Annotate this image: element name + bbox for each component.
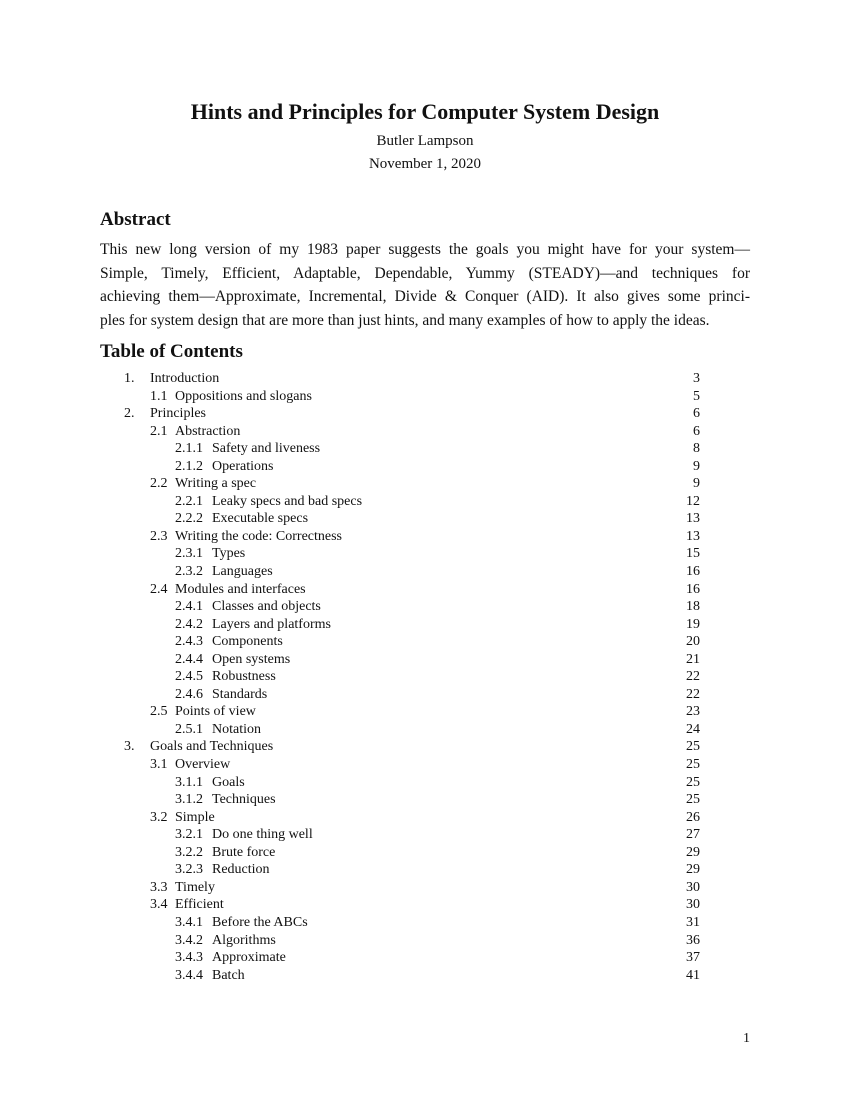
toc-entry[interactable] xyxy=(0,598,850,616)
toc-entry-number: 3.4.2 xyxy=(175,932,203,948)
toc-entry-page: 30 xyxy=(686,879,700,895)
toc-entry-number: 2.4.3 xyxy=(175,634,203,650)
toc-entry-title: Safety and liveness xyxy=(212,441,321,457)
toc-entry-page: 37 xyxy=(686,950,700,966)
toc-entry-page: 9 xyxy=(693,476,700,492)
toc-entry-number: 3. xyxy=(124,739,135,755)
toc-entry-title: Abstraction xyxy=(175,423,241,439)
toc-entry-number: 2.3 xyxy=(150,528,168,544)
toc-entry[interactable] xyxy=(0,668,850,686)
toc-entry-number: 2.5.1 xyxy=(175,721,203,737)
toc-entry-page: 6 xyxy=(693,406,700,422)
toc-entry-page: 25 xyxy=(686,792,700,808)
toc-entry[interactable] xyxy=(0,510,850,528)
toc-entry[interactable] xyxy=(0,388,850,406)
toc-entry-page: 12 xyxy=(686,493,700,509)
toc-entry-number: 3.2.2 xyxy=(175,844,203,860)
toc-entry-page: 16 xyxy=(686,581,700,597)
author-name: Butler Lampson xyxy=(376,133,474,149)
toc-entry-page: 16 xyxy=(686,564,700,580)
toc-entry-page: 13 xyxy=(686,511,700,527)
toc-entry-number: 2.2.2 xyxy=(175,511,203,527)
paper-title: Hints and Principles for Computer System Design xyxy=(190,99,660,124)
toc-entry-title: Timely xyxy=(175,879,215,895)
toc-entry-title: Classes and objects xyxy=(212,599,321,615)
page-number: 1 xyxy=(743,1031,750,1046)
toc-entry[interactable] xyxy=(0,721,850,739)
toc-entry-title: Do one thing well xyxy=(212,827,313,843)
toc-entry-title: Writing the code: Correctness xyxy=(175,528,342,544)
toc-entry[interactable] xyxy=(0,738,850,756)
abstract-line: ples for system design that are more than just hints, and many examples of how to apply the ideas. xyxy=(100,311,710,329)
toc-entry[interactable] xyxy=(0,932,850,950)
toc-entry[interactable] xyxy=(0,896,850,914)
toc-entry-number: 3.2 xyxy=(150,809,168,825)
toc-entry[interactable] xyxy=(0,616,850,634)
toc-entry[interactable] xyxy=(0,809,850,827)
toc-entry[interactable] xyxy=(0,405,850,423)
toc-entry-page: 23 xyxy=(686,704,700,720)
abstract-line: Simple, Timely, Efficient, Adaptable, Dependable, Yummy (STEADY)—and techniques for xyxy=(100,264,750,282)
toc-entry-page: 25 xyxy=(686,739,700,755)
toc-entry-title: Before the ABCs xyxy=(212,914,308,930)
toc-entry-page: 13 xyxy=(686,528,700,544)
toc-entry-number: 3.1 xyxy=(150,757,168,773)
toc-entry-page: 9 xyxy=(693,458,700,474)
toc-entry[interactable] xyxy=(0,791,850,809)
toc-entry-title: Languages xyxy=(212,564,273,580)
toc-entry-title: Standards xyxy=(212,686,268,702)
toc-entry-page: 3 xyxy=(693,371,700,386)
toc-entry-number: 2.4.5 xyxy=(175,669,203,685)
toc-entry[interactable] xyxy=(0,756,850,774)
toc-entry-number: 2.1.2 xyxy=(175,458,203,474)
toc-entry-number: 2.2.1 xyxy=(175,493,203,509)
toc-entry-page: 25 xyxy=(686,757,700,773)
toc-entry-page: 22 xyxy=(686,669,700,685)
toc-entry-title: Goals xyxy=(212,774,245,790)
toc-entry-title: Introduction xyxy=(150,371,220,386)
toc-entry-title: Leaky specs and bad specs xyxy=(212,493,363,509)
toc-entry-title: Components xyxy=(212,634,283,650)
toc-entry-number: 2.5 xyxy=(150,704,168,720)
table-of-contents xyxy=(0,370,850,984)
toc-entry-page: 6 xyxy=(693,423,700,439)
toc-entry-title: Approximate xyxy=(212,950,286,966)
toc-entry-page: 21 xyxy=(686,651,700,667)
toc-entry-title: Executable specs xyxy=(212,511,309,527)
toc-entry-number: 3.4.1 xyxy=(175,914,203,930)
toc-entry-page: 18 xyxy=(686,599,700,615)
toc-entry[interactable] xyxy=(0,949,850,967)
toc-entry-title: Techniques xyxy=(212,792,276,808)
abstract-line: achieving them—Approximate, Incremental, Divide & Conquer (AID). It also gives some princi- xyxy=(100,288,750,305)
toc-entry-title: Oppositions and slogans xyxy=(175,388,312,404)
toc-entry-page: 25 xyxy=(686,774,700,790)
toc-entry-page: 36 xyxy=(686,932,700,948)
toc-heading: Table of Contents xyxy=(100,341,243,362)
toc-entry-page: 15 xyxy=(686,546,700,562)
toc-entry[interactable] xyxy=(0,844,850,862)
toc-entry-title: Robustness xyxy=(212,669,276,685)
toc-entry[interactable] xyxy=(0,458,850,476)
toc-entry-title: Goals and Techniques xyxy=(150,739,274,755)
toc-entry[interactable] xyxy=(0,440,850,458)
toc-entry-title: Modules and interfaces xyxy=(175,581,306,597)
toc-entry[interactable] xyxy=(0,563,850,581)
toc-entry[interactable] xyxy=(0,633,850,651)
toc-entry[interactable] xyxy=(0,581,850,599)
toc-entry[interactable] xyxy=(0,493,850,511)
toc-entry-title: Notation xyxy=(212,721,261,737)
toc-entry[interactable] xyxy=(0,703,850,721)
toc-entry-title: Writing a spec xyxy=(175,476,257,492)
toc-entry[interactable] xyxy=(0,826,850,844)
toc-entry-number: 1.1 xyxy=(150,388,168,404)
toc-entry-number: 3.4.3 xyxy=(175,950,203,966)
toc-entry-title: Algorithms xyxy=(212,932,276,948)
toc-entry-number: 3.4.4 xyxy=(175,967,203,983)
toc-entry-title: Points of view xyxy=(175,704,256,720)
toc-entry-number: 3.1.1 xyxy=(175,774,203,790)
toc-entry-title: Operations xyxy=(212,458,274,474)
toc-entry-title: Principles xyxy=(150,406,206,422)
toc-entry[interactable] xyxy=(0,423,850,441)
toc-entry[interactable] xyxy=(0,914,850,932)
toc-entry-number: 3.1.2 xyxy=(175,792,203,808)
toc-entry-number: 1. xyxy=(124,371,135,386)
toc-entry-number: 2.4.2 xyxy=(175,616,203,632)
toc-entry-number: 2.3.1 xyxy=(175,546,203,562)
toc-entry-title: Reduction xyxy=(212,862,270,878)
toc-entry[interactable] xyxy=(0,686,850,704)
toc-entry[interactable] xyxy=(0,545,850,563)
toc-entry-page: 41 xyxy=(686,967,700,983)
toc-entry-title: Open systems xyxy=(212,651,291,667)
toc-entry-title: Layers and platforms xyxy=(212,616,331,632)
publication-date: November 1, 2020 xyxy=(368,156,482,172)
toc-entry-number: 3.2.1 xyxy=(175,827,203,843)
toc-entry-number: 2.4.1 xyxy=(175,599,203,615)
toc-entry-page: 20 xyxy=(686,634,700,650)
toc-entry[interactable] xyxy=(0,370,850,388)
abstract-line: This new long version of my 1983 paper suggests the goals you might have for your system— xyxy=(100,241,750,258)
toc-entry-page: 29 xyxy=(686,844,700,860)
toc-entry-number: 2. xyxy=(124,406,135,422)
toc-entry-page: 5 xyxy=(693,388,700,404)
toc-entry-page: 19 xyxy=(686,616,700,632)
toc-entry-page: 22 xyxy=(686,686,700,702)
toc-entry-title: Batch xyxy=(212,967,245,983)
toc-entry-number: 2.4.4 xyxy=(175,651,203,667)
toc-entry-title: Brute force xyxy=(212,844,276,860)
toc-entry-page: 27 xyxy=(686,827,700,843)
abstract-heading: Abstract xyxy=(100,209,171,230)
toc-entry[interactable] xyxy=(0,528,850,546)
toc-entry-number: 2.2 xyxy=(150,476,168,492)
toc-entry-number: 2.4.6 xyxy=(175,686,203,702)
toc-entry-number: 2.1.1 xyxy=(175,441,203,457)
toc-entry-page: 26 xyxy=(686,809,700,825)
toc-entry-number: 3.2.3 xyxy=(175,862,203,878)
toc-entry-number: 3.4 xyxy=(150,897,168,913)
toc-entry-page: 30 xyxy=(686,897,700,913)
toc-entry-page: 29 xyxy=(686,862,700,878)
toc-entry[interactable] xyxy=(0,475,850,493)
toc-entry-number: 2.4 xyxy=(150,581,168,597)
toc-entry-number: 2.3.2 xyxy=(175,564,203,580)
toc-entry-number: 3.3 xyxy=(150,879,168,895)
toc-entry[interactable] xyxy=(0,651,850,669)
toc-entry-title: Overview xyxy=(175,757,231,773)
abstract-body xyxy=(100,238,750,332)
toc-entry[interactable] xyxy=(0,774,850,792)
toc-entry-title: Simple xyxy=(175,809,215,825)
toc-entry-page: 24 xyxy=(686,721,700,737)
toc-entry[interactable] xyxy=(0,861,850,879)
toc-entry-number: 2.1 xyxy=(150,423,168,439)
toc-entry-page: 8 xyxy=(693,441,700,457)
toc-entry-title: Efficient xyxy=(175,897,224,913)
toc-entry-title: Types xyxy=(212,546,246,562)
toc-entry[interactable] xyxy=(0,879,850,897)
toc-entry[interactable] xyxy=(0,967,850,985)
toc-entry-page: 31 xyxy=(686,914,700,930)
